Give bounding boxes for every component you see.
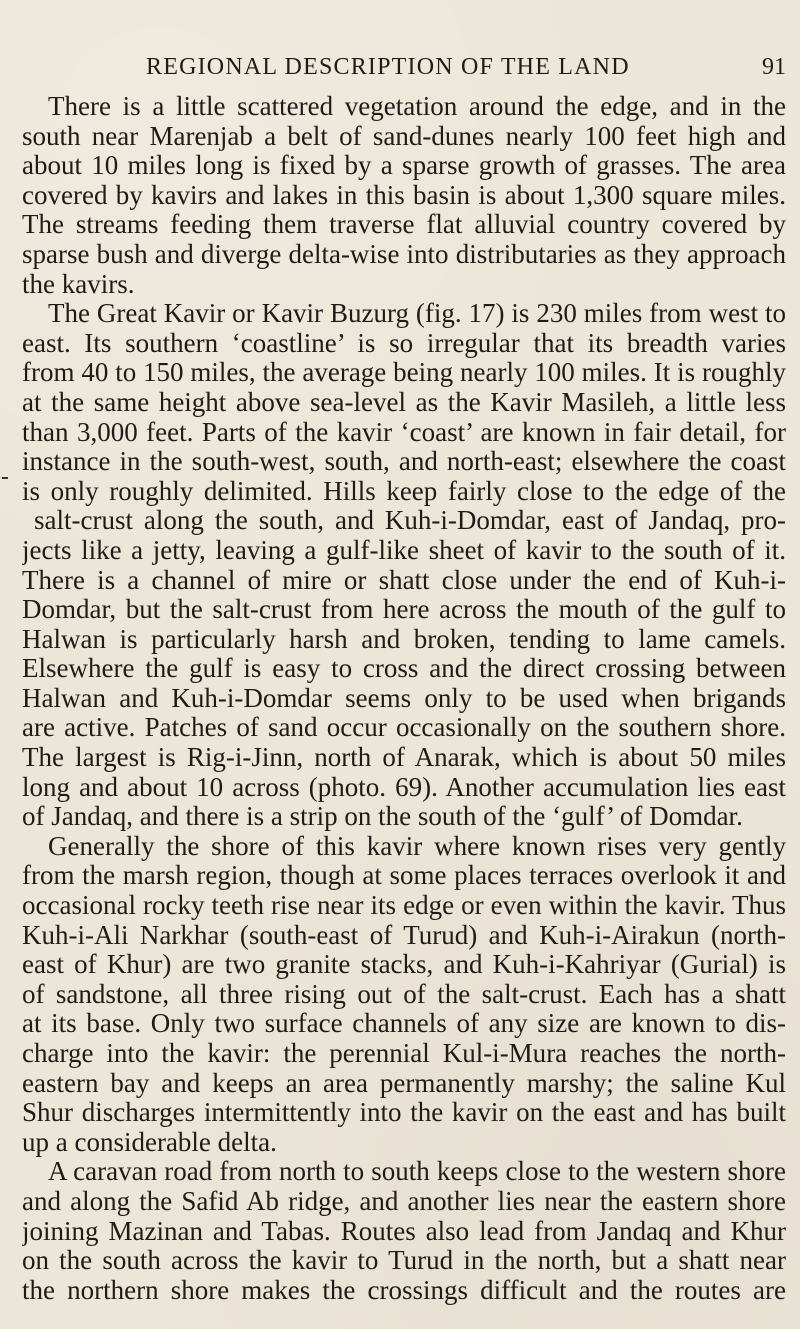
text-line: about 10 miles long is fixed by a sparse growth of grasses. The area: [22, 151, 786, 181]
text-line: than 3,000 feet. Parts of the kavir ‘coast’ are known in fair detail, for: [22, 417, 786, 447]
text-line: A caravan road from north to south keeps close to the western shore: [48, 1157, 786, 1187]
text-line: salt-crust along the south, and Kuh-i-Domdar, east of Jandaq, pro-: [34, 506, 786, 536]
text-line: Kuh-i-Ali Narkhar (south-east of Turud) and Kuh-i-Airakun (north-: [22, 920, 786, 950]
text-line: Elsewhere the gulf is easy to cross and the direct crossing between: [22, 654, 786, 684]
text-line: the kavirs.: [22, 269, 135, 299]
text-line: jects like a jetty, leaving a gulf-like sheet of kavir to the south of it.: [22, 535, 786, 565]
text-line: The streams feeding them traverse flat alluvial country covered by: [22, 210, 786, 240]
text-line: from the marsh region, though at some places terraces overlook it and: [22, 861, 786, 891]
text-line: and along the Safid Ab ridge, and another lies near the eastern shore: [22, 1186, 786, 1216]
page-number: 91: [762, 53, 786, 80]
running-head: [146, 52, 786, 82]
text-line: are active. Patches of sand occur occasionally on the southern shore.: [22, 713, 786, 743]
text-line: east. Its southern ‘coastline’ is so irregular that its breadth varies: [22, 328, 786, 358]
text-line: of sandstone, all three rising out of the salt-crust. Each has a shatt: [22, 979, 786, 1009]
margin-mark: [2, 477, 8, 479]
text-line: joining Mazinan and Tabas. Routes also lead from Jandaq and Khur: [22, 1216, 786, 1246]
text-line: long and about 10 across (photo. 69). Another accumulation lies east: [22, 772, 786, 802]
text-line: The Great Kavir or Kavir Buzurg (fig. 17) is 230 miles from west to: [48, 299, 786, 329]
text-line: There is a channel of mire or shatt close under the end of Kuh-i-: [22, 565, 786, 595]
text-line: east of Khur) are two granite stacks, and Kuh-i-Kahriyar (Gurial) is: [22, 950, 786, 980]
text-line: Halwan is particularly harsh and broken, tending to lame camels.: [22, 624, 786, 654]
text-line: Halwan and Kuh-i-Domdar seems only to be used when brigands: [22, 683, 786, 713]
text-line: south near Marenjab a belt of sand-dunes nearly 100 feet high and: [22, 121, 786, 151]
text-line: There is a little scattered vegetation around the edge, and in the: [48, 92, 786, 121]
text-line: the northern shore makes the crossings difficult and the routes are: [22, 1275, 786, 1305]
text-line: instance in the south-west, south, and north-east; elsewhere the coast: [22, 447, 786, 477]
text-line: up a considerable delta.: [22, 1127, 277, 1157]
text-line: covered by kavirs and lakes in this basin is about 1,300 square miles.: [22, 180, 786, 210]
text-line: at its base. Only two surface channels of any size are known to dis-: [22, 1009, 786, 1039]
body-text: [22, 92, 786, 1305]
text-line: Shur discharges intermittently into the kavir on the east and has built: [22, 1098, 786, 1128]
chapter-title: REGIONAL DESCRIPTION OF THE LAND: [146, 53, 630, 80]
text-line: of Jandaq, and there is a strip on the south of the ‘gulf’ of Domdar.: [22, 802, 743, 832]
text-line: sparse bush and diverge delta-wise into distributaries as they approach: [22, 239, 786, 269]
text-line: Generally the shore of this kavir where known rises very gently: [48, 831, 786, 861]
text-line: from 40 to 150 miles, the average being nearly 100 miles. It is roughly: [22, 358, 786, 388]
text-line: The largest is Rig-i-Jinn, north of Anarak, which is about 50 miles: [22, 743, 786, 773]
text-line: is only roughly delimited. Hills keep fairly close to the edge of the: [22, 476, 786, 506]
text-line: eastern bay and keeps an area permanently marshy; the saline Kul: [22, 1068, 786, 1098]
text-line: on the south across the kavir to Turud in the north, but a shatt near: [22, 1246, 786, 1276]
text-line: at the same height above sea-level as the Kavir Masileh, a little less: [22, 387, 786, 417]
text-line: Domdar, but the salt-crust from here across the mouth of the gulf to: [22, 595, 786, 625]
text-line: charge into the kavir: the perennial Kul-i-Mura reaches the north-: [22, 1039, 786, 1068]
text-line: occasional rocky teeth rise near its edge or even within the kavir. Thus: [22, 891, 786, 921]
